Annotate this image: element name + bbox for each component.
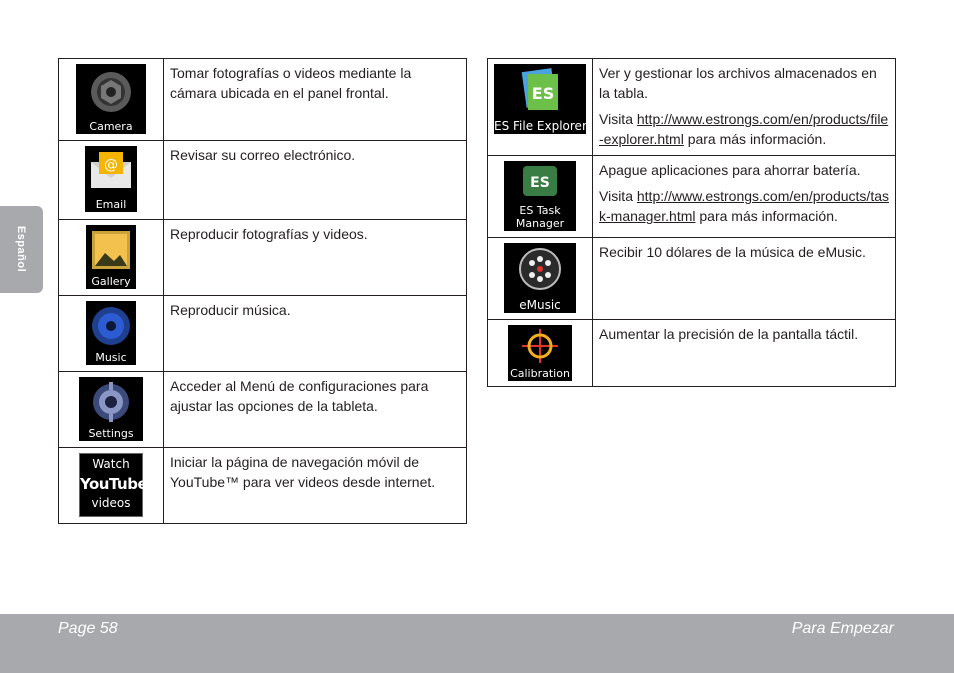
youtube-watch-label: Watch — [92, 457, 130, 471]
visit-prefix: Visita — [599, 188, 637, 204]
app-description: Iniciar la página de navegación móvil de YouTube™ para ver videos desde internet. — [164, 448, 467, 524]
app-icon-label: Calibration — [510, 367, 570, 380]
gallery-icon — [86, 225, 136, 289]
app-description: Aumentar la precisión de la pantalla táctil. — [593, 320, 896, 387]
youtube-icon — [79, 453, 148, 517]
page-number: Page 58 — [58, 620, 118, 637]
app-icon-label: Music — [95, 351, 127, 364]
app-table-left — [58, 58, 467, 524]
app-description: Apague aplicaciones para ahorrar batería. — [599, 162, 861, 178]
emusic-icon — [504, 243, 576, 313]
table-row — [59, 220, 467, 296]
music-icon — [86, 301, 136, 365]
table-row — [59, 141, 467, 220]
app-table-right — [487, 58, 896, 387]
app-icon-label: Camera — [89, 120, 133, 133]
file-explorer-link[interactable]: http://www.estrongs.com/en/products/file-explorer.html — [599, 111, 889, 147]
table-row — [488, 238, 896, 320]
task-manager-link[interactable]: http://www.estrongs.com/en/products/task-manager.html — [599, 188, 889, 224]
youtube-logo-label: YouTube — [80, 475, 148, 493]
svg-text:ES: ES — [531, 84, 555, 103]
table-row — [488, 59, 896, 156]
svg-text:@: @ — [104, 157, 118, 173]
app-icon-label: Manager — [515, 217, 565, 230]
app-icon-label-top: ES Task — [519, 204, 561, 217]
app-icon-label: Email — [95, 198, 127, 211]
visit-suffix: para más información. — [683, 131, 827, 147]
es-task-manager-icon — [504, 161, 576, 231]
table-row — [488, 320, 896, 387]
camera-icon — [76, 64, 146, 134]
app-description: Ver y gestionar los archivos almacenados en la tabla. — [599, 65, 877, 101]
page-footer — [0, 614, 954, 673]
es-file-explorer-icon — [494, 64, 586, 134]
app-icon-label: ES File Explorer — [494, 119, 587, 133]
visit-prefix: Visita — [599, 111, 637, 127]
app-description: Reproducir música. — [164, 296, 467, 372]
language-tab — [0, 206, 43, 293]
section-title: Para Empezar — [791, 620, 894, 637]
visit-suffix: para más información. — [695, 208, 838, 224]
table-row — [59, 372, 467, 448]
app-icon-label: Gallery — [91, 275, 131, 288]
app-description: Reproducir fotografías y videos. — [164, 220, 467, 296]
svg-text:ES: ES — [530, 175, 550, 191]
table-row — [59, 59, 467, 141]
app-icon-label: Settings — [88, 427, 134, 440]
table-row — [488, 156, 896, 238]
settings-icon — [79, 377, 143, 441]
table-row — [59, 448, 467, 524]
app-description: Recibir 10 dólares de la música de eMusic. — [593, 238, 896, 320]
calibration-icon — [508, 325, 572, 381]
email-icon — [85, 146, 137, 212]
language-tab-label: Español — [15, 225, 27, 273]
app-icon-label: videos — [91, 496, 131, 510]
app-description: Tomar fotografías o videos mediante la cámara ubicada en el panel frontal. — [164, 59, 467, 141]
app-icon-label: eMusic — [519, 298, 561, 312]
table-row — [59, 296, 467, 372]
app-description: Revisar su correo electrónico. — [164, 141, 467, 220]
app-description: Acceder al Menú de configuraciones para ajustar las opciones de la tableta. — [164, 372, 467, 448]
